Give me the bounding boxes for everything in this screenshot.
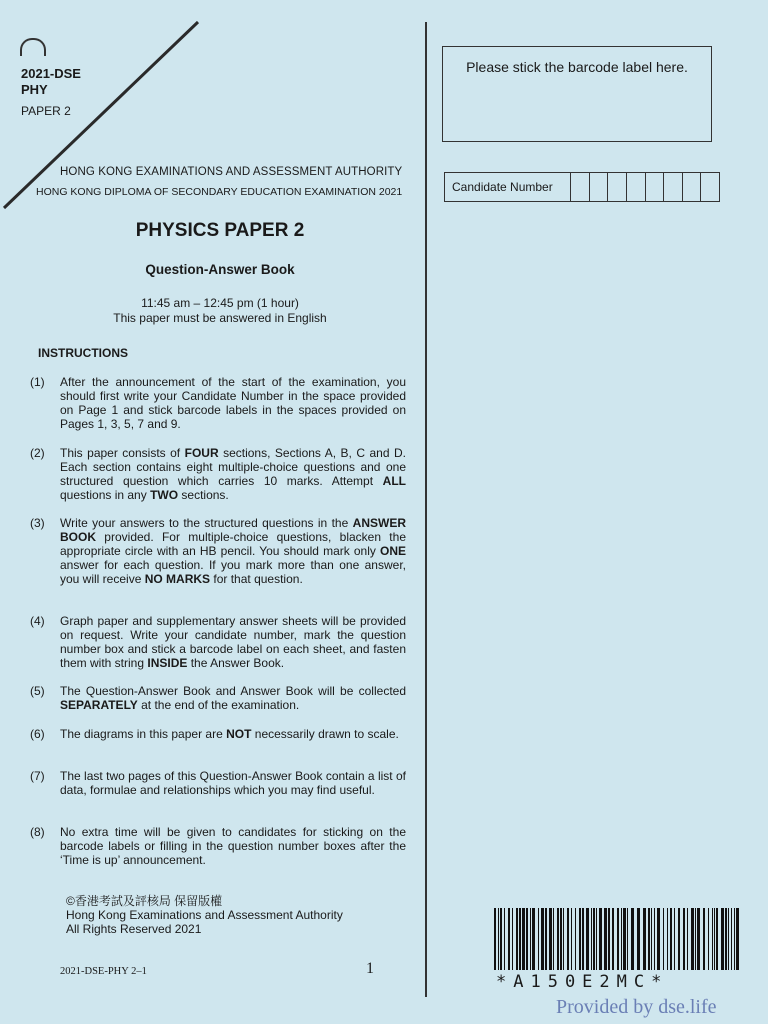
barcode-bar [538, 908, 539, 970]
copyright-chinese: ©香港考試及評核局 保留版權 [66, 894, 223, 908]
column-divider [425, 22, 427, 997]
barcode-bar [579, 908, 581, 970]
instruction-text [60, 825, 406, 867]
instruction-emphasis: INSIDE [147, 656, 188, 670]
instructions-heading: INSTRUCTIONS [38, 346, 128, 360]
barcode-bar [708, 908, 709, 970]
barcode-bar [608, 908, 610, 970]
barcode-bar [687, 908, 688, 970]
barcode-bar [643, 908, 646, 970]
instruction-item [30, 727, 406, 741]
barcode-bar [599, 908, 602, 970]
barcode-bar [657, 908, 660, 970]
instruction-text [60, 516, 406, 586]
barcode-bar [532, 908, 535, 970]
barcode-bar [530, 908, 531, 970]
instruction-number: (6) [30, 727, 45, 741]
barcode-bar [648, 908, 650, 970]
barcode-bar [631, 908, 634, 970]
instruction-item [30, 684, 406, 712]
barcode-bar [627, 908, 628, 970]
candidate-number-cell[interactable] [608, 173, 627, 201]
barcode-bar [560, 908, 562, 970]
page-subtitle: Question-Answer Book [145, 262, 295, 277]
instruction-number: (5) [30, 684, 45, 698]
instruction-fragment: the Answer Book. [187, 656, 285, 670]
barcode-bar [683, 908, 685, 970]
barcode-bar [508, 908, 510, 970]
subject-code-subject: PHY [21, 82, 48, 97]
provided-by-watermark: Provided by dse.life [556, 996, 717, 1018]
barcode-bar [563, 908, 564, 970]
barcode-bar [500, 908, 502, 970]
barcode-bar [553, 908, 554, 970]
instruction-fragment: for that question. [210, 572, 303, 586]
barcode-bar [586, 908, 589, 970]
instruction-text [60, 614, 406, 670]
instruction-number: (1) [30, 375, 45, 389]
instruction-fragment: Write your answers to the structured questions in the [60, 516, 353, 530]
barcode-bar [519, 908, 521, 970]
barcode-bar [725, 908, 727, 970]
instruction-fragment: Graph paper and supplementary answer sheets will be provided on request. Write your candidate number, mark the question number box and stick a barcode label on each sheet, and fasten them with string [60, 614, 406, 670]
paper-label: PAPER 2 [21, 104, 71, 118]
barcode-bar [674, 908, 675, 970]
candidate-number-cell[interactable] [701, 173, 719, 201]
candidate-number-cell[interactable] [646, 173, 665, 201]
instruction-text [60, 769, 406, 797]
barcode-bar [623, 908, 626, 970]
instruction-text [60, 684, 406, 712]
language-line: This paper must be answered in English [113, 311, 327, 325]
instruction-text [60, 375, 406, 431]
page-number: 1 [366, 960, 374, 977]
barcode-bar [721, 908, 724, 970]
instruction-emphasis: FOUR [184, 446, 219, 460]
barcode-bar [504, 908, 505, 970]
barcode-bar [541, 908, 544, 970]
barcode-bar [512, 908, 513, 970]
barcode-bar [728, 908, 729, 970]
barcode-bar [697, 908, 700, 970]
candidate-number-box [444, 172, 720, 202]
instruction-item [30, 446, 406, 502]
instruction-number: (3) [30, 516, 45, 530]
instruction-fragment: After the announcement of the start of the examination, you should first write your Candidate Number in the space provided on Page 1 and stick barcode labels in the spaces provided on Pages 1, 3, 5, 7 and 9. [60, 375, 406, 431]
candidate-number-cell[interactable] [627, 173, 646, 201]
instruction-fragment: The diagrams in this paper are [60, 727, 227, 741]
instruction-fragment: The last two pages of this Question-Answer Book contain a list of data, formulae and relationships which you may find useful. [60, 769, 406, 797]
instruction-number: (8) [30, 825, 45, 839]
candidate-number-label: Candidate Number [445, 173, 571, 201]
barcode-bar [612, 908, 614, 970]
barcode-bar [617, 908, 619, 970]
barcode-bar [516, 908, 518, 970]
barcode-bar [549, 908, 552, 970]
instruction-emphasis: SEPARATELY [60, 698, 138, 712]
barcode-bar [593, 908, 595, 970]
instruction-fragment: This paper consists of [60, 446, 185, 460]
instruction-number: (7) [30, 769, 45, 783]
instruction-fragment: questions in any [60, 488, 151, 502]
candidate-number-cell[interactable] [683, 173, 702, 201]
barcode-number: *A150E2MC* [496, 972, 669, 992]
barcode-bar [557, 908, 559, 970]
instruction-item [30, 825, 406, 867]
instruction-emphasis: NO MARKS [144, 572, 211, 586]
instruction-text [60, 446, 406, 502]
instruction-item [30, 769, 406, 797]
candidate-number-cell[interactable] [664, 173, 683, 201]
instruction-item [30, 516, 406, 586]
barcode-bar [731, 908, 732, 970]
barcode-bar [651, 908, 652, 970]
barcode-bar [736, 908, 739, 970]
barcode-bar [712, 908, 713, 970]
barcode-bar [691, 908, 694, 970]
barcode-bar [526, 908, 528, 970]
authority-name: HONG KONG EXAMINATIONS AND ASSESSMENT AUTHORITY [60, 166, 403, 178]
barcode-bar [575, 908, 576, 970]
instruction-emphasis: TWO [150, 488, 179, 502]
instruction-emphasis: ALL [382, 474, 406, 488]
barcode-bar [695, 908, 696, 970]
instruction-fragment: answer for each question. If you mark more than one answer, you will receive [60, 558, 406, 586]
page-title: PHYSICS PAPER 2 [135, 220, 305, 241]
barcode-bar [667, 908, 668, 970]
candidate-number-cell[interactable] [590, 173, 609, 201]
instruction-item [30, 375, 406, 431]
candidate-number-cell[interactable] [571, 173, 590, 201]
instruction-text [60, 727, 406, 741]
barcode-icon [494, 908, 742, 972]
copyright-authority: Hong Kong Examinations and Assessment Authority [66, 908, 343, 922]
footer-paper-code: 2021-DSE-PHY 2–1 [60, 966, 147, 977]
barcode-bar [567, 908, 569, 970]
copyright-rights: All Rights Reserved 2021 [66, 922, 202, 936]
barcode-bar [734, 908, 735, 970]
barcode-bar [703, 908, 705, 970]
subject-code [21, 66, 81, 98]
barcode-label-area [442, 46, 712, 142]
barcode-bar [591, 908, 592, 970]
exam-name: HONG KONG DIPLOMA OF SECONDARY EDUCATION EXAMINATION 2021 [36, 186, 403, 198]
time-line: 11:45 am – 12:45 pm (1 hour) [141, 296, 299, 310]
barcode-bar [604, 908, 607, 970]
barcode-bar [663, 908, 664, 970]
barcode-bar [621, 908, 622, 970]
barcode-bar [714, 908, 715, 970]
barcode-bar [716, 908, 718, 970]
barcode-bar [494, 908, 496, 970]
instruction-number: (4) [30, 614, 45, 628]
barcode-bar [670, 908, 672, 970]
instruction-fragment: No extra time will be given to candidates for sticking on the barcode labels or filling in the question number boxes after the ‘Time is up’ announcement. [60, 825, 406, 867]
instruction-emphasis: ONE [379, 544, 406, 558]
barcode-bar [522, 908, 525, 970]
instruction-emphasis: NOT [226, 727, 252, 741]
barcode-label-text: Please stick the barcode label here. [466, 59, 688, 75]
barcode-bar [571, 908, 572, 970]
instruction-fragment: necessarily drawn to scale. [251, 727, 399, 741]
subject-code-year: 2021-DSE [21, 66, 81, 81]
barcode-bar [498, 908, 499, 970]
instruction-number: (2) [30, 446, 45, 460]
instruction-fragment: The Question-Answer Book and Answer Book will be collected [60, 684, 406, 698]
instruction-emphasis: ANSWER BOOK [60, 516, 406, 544]
barcode-bar [545, 908, 547, 970]
exam-time-info [0, 296, 440, 326]
barcode-bar [654, 908, 655, 970]
instruction-item [30, 614, 406, 670]
instruction-fragment: at the end of the examination. [137, 698, 300, 712]
barcode-bar [678, 908, 680, 970]
instruction-fragment: provided. For multiple-choice questions, blacken the appropriate circle with an HB pencil. You should mark only [60, 530, 406, 558]
instruction-fragment: sections. [178, 488, 229, 502]
barcode-bar [582, 908, 584, 970]
instruction-fragment: sections, Sections A, B, C and D. Each section contains eight multiple-choice questions and one structured question which carries 10 marks. Attempt [60, 446, 406, 488]
barcode-bar [596, 908, 597, 970]
barcode-bar [637, 908, 640, 970]
